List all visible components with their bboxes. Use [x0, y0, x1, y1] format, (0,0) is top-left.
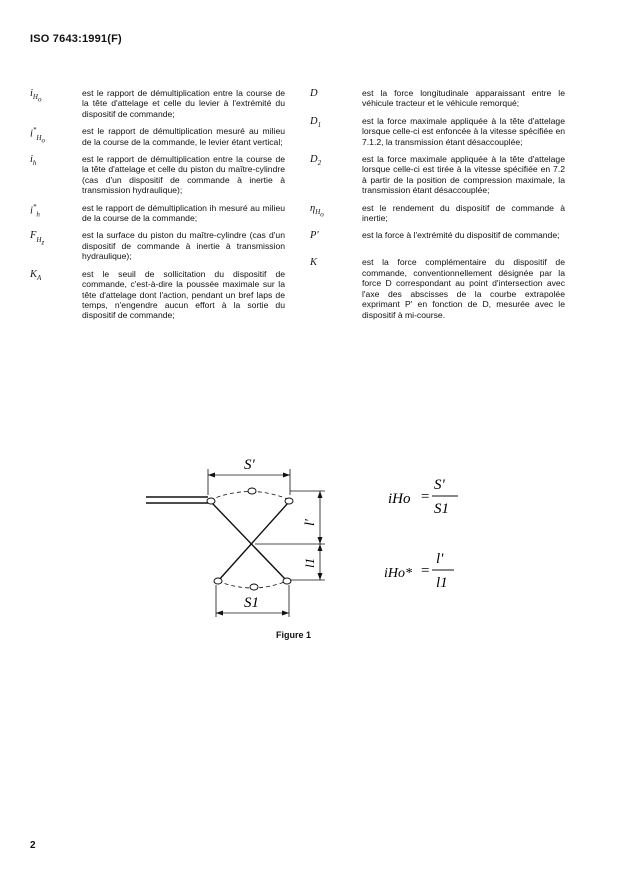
formula-1-numerator: S'	[434, 477, 445, 493]
definition-text: est la force complémentaire du dispositif de commande, conventionnellement désignée par la force D correspondant au point d'intersection avec l'axe des abscisses de la courbe extrapolée exprimant P' en fonction de D, mesurée avec le dispositif à mi-course.	[362, 257, 565, 320]
arrowhead	[208, 473, 215, 478]
pivot-point	[250, 584, 258, 590]
page-number: 2	[30, 840, 36, 851]
arrowhead	[282, 611, 289, 616]
definition-symbol: $i_{H_o}$	[30, 88, 42, 104]
lever-line	[218, 503, 288, 581]
definition-item	[310, 88, 565, 109]
definition-symbol: $F_{H_z}$	[30, 230, 45, 246]
definition-text: est la force longitudinale apparaissant entre le véhicule tracteur et le véhicule remorqué;	[362, 88, 565, 109]
definition-text: est la force maximale appliquée à la tête d'attelage lorsque celle-ci est tirée à la vitesse spécifiée en 7.2 à partir de la position de compression maximale, la transmission étant désaccouplée;	[362, 154, 565, 196]
definition-text: est le seuil de sollicitation du dispositif de commande, c'est-à-dire la poussée maximale sur la tête d'attelage dont l'action, pendant un bref laps de temps, n'engendre aucun effort à la sortie du dispositif de commande;	[82, 268, 285, 321]
definition-item	[30, 203, 285, 224]
formula-2-lhs: iHo*	[384, 566, 412, 581]
left-definitions-column	[30, 88, 285, 328]
definition-symbol: $D_1$	[310, 115, 322, 129]
arrowhead	[318, 491, 323, 498]
label-l1: l1	[302, 557, 317, 568]
formula-1-lhs: iHo	[388, 491, 411, 507]
right-definitions-column	[310, 88, 565, 327]
arrowhead	[318, 544, 323, 551]
definition-item	[310, 203, 565, 224]
formula-2-denominator: l1	[436, 575, 448, 591]
definition-item	[310, 154, 565, 196]
definition-symbol: $D_2$	[310, 154, 322, 168]
arrowhead	[216, 611, 223, 616]
label-l-prime: l'	[303, 519, 318, 526]
definition-text: est la surface du piston du maître-cylindre (cas d'un dispositif de commande à inertie à transmission hydraulique);	[82, 230, 285, 262]
definition-item	[310, 257, 565, 319]
definition-symbol: K	[310, 257, 318, 269]
definition-item	[30, 269, 285, 321]
definition-item	[30, 126, 285, 147]
definition-symbol: $\eta_{H_o}$	[310, 202, 324, 219]
figure-caption: Figure 1	[276, 630, 312, 640]
pivot-point	[248, 488, 256, 494]
formula-2-numerator: l'	[436, 551, 444, 567]
label-s-prime: S'	[244, 457, 255, 473]
definition-text: est le rapport de démultiplication mesuré au milieu de la course de la commande, le levier étant vertical;	[82, 126, 285, 147]
label-s1: S1	[244, 595, 259, 611]
definition-symbol: $i^*_{H_o}$	[30, 126, 45, 145]
pivot-point	[285, 498, 293, 504]
pivot-point	[207, 498, 215, 504]
definition-text: est le rendement du dispositif de commande à inertie;	[362, 202, 565, 224]
figure-1-diagram	[140, 445, 480, 635]
definition-symbol: D	[310, 88, 318, 99]
arrowhead	[318, 537, 323, 544]
definition-symbol: P'	[310, 230, 319, 242]
formula-1-equals: =	[420, 489, 431, 505]
document-header: ISO 7643:1991(F)	[30, 33, 122, 45]
pivot-point	[283, 578, 291, 584]
definition-item	[310, 230, 565, 250]
formula-1-denominator: S1	[434, 501, 449, 517]
definition-symbol: $K_A$	[30, 268, 42, 282]
definition-text: est le rapport de démultiplication entre la course de la tête d'attelage et celle du piston du maître-cylindre (cas d'un dispositif de commande à inertie à transmission hydraulique);	[82, 154, 285, 196]
definition-text: est le rapport de démultiplication ih mesuré au milieu de la course de la commande;	[82, 202, 285, 224]
arrowhead	[283, 473, 290, 478]
definition-symbol: $i^*_h$	[30, 202, 40, 219]
linkage-diagram	[140, 445, 480, 635]
definition-item	[30, 154, 285, 196]
formula-2-equals: =	[420, 563, 431, 579]
arrowhead	[318, 573, 323, 580]
definition-item	[30, 230, 285, 261]
definition-text: est le rapport de démultiplication entre la course de la tête d'attelage et celle du levier à l'extrémité du dispositif de commande;	[82, 88, 285, 119]
definition-item	[310, 116, 565, 147]
definition-item	[30, 88, 285, 119]
definition-text: est la force maximale appliquée à la tête d'attelage lorsque celle-ci est enfoncée à la vitesse spécifiée en 7.1.2, la transmission étant désaccouplée;	[362, 115, 565, 147]
definition-symbol: $i_h$	[30, 154, 37, 168]
lever-line	[212, 503, 287, 581]
pivot-point	[214, 578, 222, 584]
definition-text: est la force à l'extrémité du dispositif de commande;	[362, 230, 560, 241]
